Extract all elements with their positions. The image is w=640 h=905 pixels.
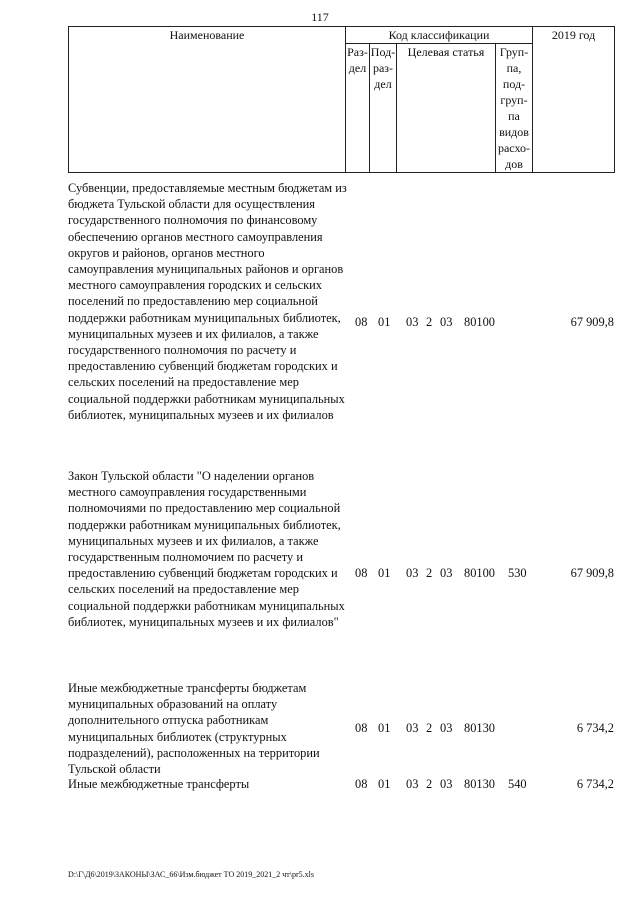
row-subsection: 01 <box>378 721 391 735</box>
file-path-footer: D:\Г\Д6\2019\ЗАКОНЫ\ЗАС_66\Изм.бюджет ТО 2019_2021_2 чт\pr5.xls <box>68 870 314 879</box>
row-section: 08 <box>355 315 368 329</box>
header-name: Наименование <box>69 27 346 173</box>
row-amount: 6 734,2 <box>576 721 614 735</box>
row-program: 03 <box>406 315 419 329</box>
row-program: 03 <box>406 721 419 735</box>
row-amount: 67 909,8 <box>570 566 614 580</box>
row-subprogram: 2 <box>426 777 433 791</box>
row-direction: 80100 <box>464 315 495 329</box>
row-section: 08 <box>355 566 368 580</box>
row-amount: 6 734,2 <box>576 777 614 791</box>
row-section: 08 <box>355 721 368 735</box>
row-subsection: 01 <box>378 566 391 580</box>
table-row <box>68 680 614 778</box>
classification-header <box>68 26 615 173</box>
row-subprogram: 2 <box>426 721 433 735</box>
row-name: Закон Тульской области "О наделении органов местного самоуправления государственными полномочиями по предоставлению мер социальной поддержки работникам муниципальных библиотек, муниципальных музеев и их филиалов, а также государственным полномочием по расчету и предоставлению субвенций бюджетам городских и сельских поселений на предоставление мер социальной поддержки работникам муниципальных библиотек, муниципальных музеев и их филиалов" <box>68 469 345 629</box>
row-program: 03 <box>406 777 419 791</box>
header-group: Груп- па, под- груп- па видов расхо- дов <box>496 44 533 173</box>
row-amount: 67 909,8 <box>570 315 614 329</box>
row-subsection: 01 <box>378 777 391 791</box>
row-program: 03 <box>406 566 419 580</box>
row-name: Иные межбюджетные трансферты <box>68 777 250 791</box>
row-group: 540 <box>508 777 527 791</box>
row-name: Иные межбюджетные трансферты бюджетам муниципальных образований на оплату дополнительного отпуска работникам муниципальных библиотек (структурных подразделений), расположенных на территории Тульской области <box>68 681 320 777</box>
table-row <box>68 468 614 664</box>
row-subsection: 01 <box>378 315 391 329</box>
row-main-event: 03 <box>440 721 453 735</box>
row-subprogram: 2 <box>426 315 433 329</box>
header-subsection: Под- раз- дел <box>370 44 397 173</box>
row-name: Субвенции, предоставляемые местным бюджетам из бюджета Тульской области для осуществления государственного полномочия по финансовому обеспечению органов местного самоуправления округов и районов, органов местного самоуправления муниципальных районов и органов местного самоуправления городских и сельских поселений по предоставлению мер социальной поддержки работникам муниципальных библиотек, муниципальных музеев и их филиалов, а также государственного полномочия по расчету и предоставлению субвенций бюджетам городских и сельских поселений на предоставление мер социальной поддержки работникам муниципальных библиотек, муниципальных музеев и их филиалов <box>68 181 347 422</box>
row-section: 08 <box>355 777 368 791</box>
table-row <box>68 180 614 448</box>
header-classification: Код классификации <box>346 27 533 44</box>
row-main-event: 03 <box>440 777 453 791</box>
row-direction: 80130 <box>464 777 495 791</box>
table-row <box>68 776 614 794</box>
row-subprogram: 2 <box>426 566 433 580</box>
header-section: Раз- дел <box>346 44 370 173</box>
row-direction: 80100 <box>464 566 495 580</box>
header-year: 2019 год <box>533 27 615 173</box>
row-main-event: 03 <box>440 566 453 580</box>
page-number: 117 <box>311 10 329 24</box>
row-direction: 80130 <box>464 721 495 735</box>
row-group: 530 <box>508 566 527 580</box>
row-main-event: 03 <box>440 315 453 329</box>
header-target: Целевая статья <box>397 44 496 173</box>
